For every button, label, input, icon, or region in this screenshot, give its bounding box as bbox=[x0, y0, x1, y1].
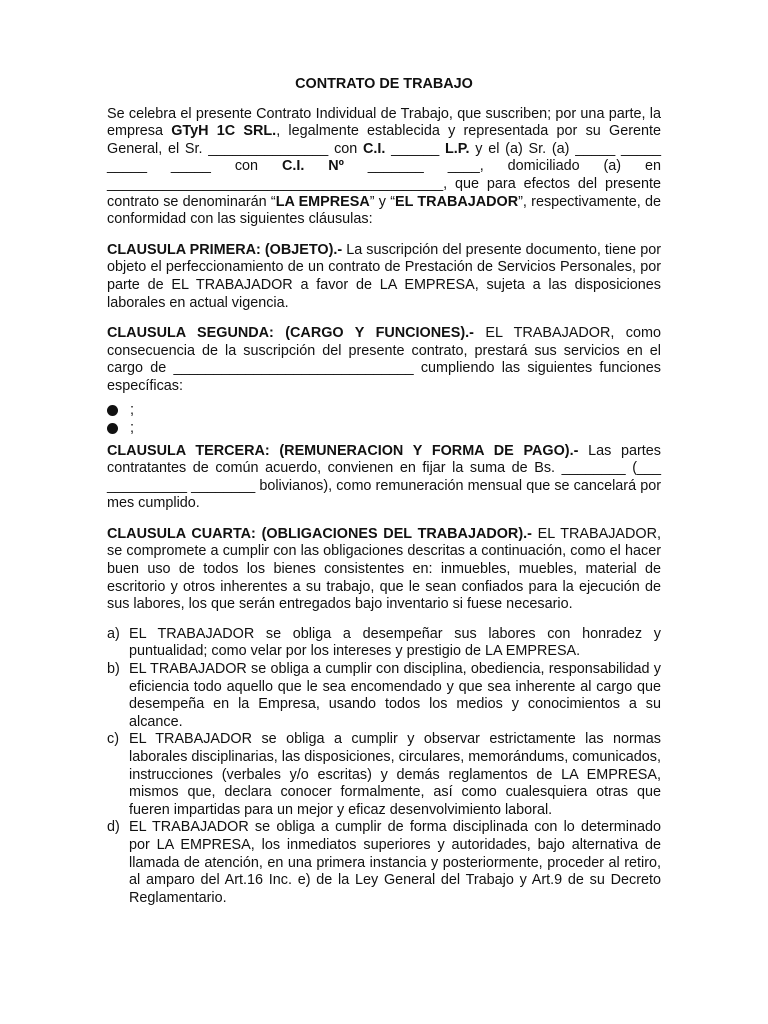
intro-text: ” y “ bbox=[369, 193, 396, 210]
bullet-icon bbox=[107, 405, 118, 416]
clause-4 bbox=[107, 526, 661, 614]
clause-1-text: La suscripción del presente documento, tiene por objeto el perfeccionamiento de un contrato de Prestación de Servicios Personales, por parte de EL TRABAJADOR a favor de LA EMPRESA, sujeta a las disposiciones laborales en actual vigencia. bbox=[107, 241, 661, 311]
obligation-letter: c) bbox=[107, 731, 119, 748]
la-empresa-term: LA EMPRESA bbox=[275, 193, 370, 210]
obligation-letter: b) bbox=[107, 661, 120, 678]
el-trabajador-term: EL TRABAJADOR bbox=[395, 193, 519, 210]
intro-text: Se celebra el presente Contrato Individual de Trabajo, que suscriben; por una parte, la empresa bbox=[107, 105, 661, 140]
clause-3 bbox=[107, 443, 661, 513]
clause-3-heading: CLAUSULA TERCERA: (REMUNERACION Y FORMA DE PAGO).- bbox=[107, 442, 579, 459]
function-item-text: ; bbox=[130, 401, 134, 418]
intro-paragraph bbox=[107, 106, 661, 229]
intro-text: ”, respectivamente, de conformidad con las siguientes cláusulas: bbox=[107, 193, 661, 228]
obligation-text: EL TRABAJADOR se obliga a cumplir y observar estrictamente las normas laborales disciplinarias, las disposiciones, circulares, memorándums, comunicados, instrucciones (verbales y/o escritas) y demás reglamentos de LA EMPRESA, mismos que, declara conocer formalmente, así como cualesquiera otras que fueren impartidas para un mejor y eficaz desenvolvimiento laboral. bbox=[129, 731, 661, 818]
obligation-item bbox=[107, 626, 661, 661]
obligation-text: EL TRABAJADOR se obliga a cumplir con disciplina, obediencia, responsabilidad y eficiencia todo aquello que le sea encomendado y que sea inherente al cargo que desempeña en la Empresa, usando todos los medios y conocimientos a su alcance. bbox=[129, 661, 661, 730]
ci-no-label: C.I. Nº bbox=[281, 158, 344, 175]
obligation-item bbox=[107, 731, 661, 819]
obligation-letter: d) bbox=[107, 819, 120, 836]
intro-text: y el (a) Sr. (a) _____ _____ _____ _____ con bbox=[107, 140, 661, 175]
obligation-item bbox=[107, 819, 661, 907]
clause-1-heading: CLAUSULA PRIMERA: (OBJETO).- bbox=[107, 241, 343, 258]
document-title: CONTRATO DE TRABAJO bbox=[295, 76, 473, 92]
intro-text: ______ bbox=[385, 140, 445, 157]
lp-label: L.P. bbox=[444, 140, 470, 157]
clause-2-text: EL TRABAJADOR, como consecuencia de la suscripción del presente contrato, prestará sus servicios en el cargo de ______________________________ cumpliendo las siguientes funciones específicas: bbox=[107, 325, 661, 394]
function-list bbox=[107, 402, 661, 438]
obligation-text: EL TRABAJADOR se obliga a cumplir de forma disciplinada con lo determinado por LA EMPRESA, los inmediatos superiores y autoridades, bajo alternativa de llamada de atención, en una primera instancia y posteriormente, proceder al retiro, al amparo del Art.16 Inc. e) de la Ley General del Trabajo y Art.9 de su Decreto Reglamentario. bbox=[129, 819, 661, 906]
function-item bbox=[107, 402, 661, 420]
clause-4-text: EL TRABAJADOR, se compromete a cumplir con las obligaciones descritas a continuación, como el hacer buen uso de todos los bienes consistentes en: inmuebles, muebles, material de escritorio y otros inherentes a su trabajo, que le sean confiados para la ejecución de sus labores, los que serán entregados bajo inventario si fuese necesario. bbox=[107, 525, 661, 613]
function-item bbox=[107, 420, 661, 438]
obligation-letter: a) bbox=[107, 625, 120, 642]
clause-3-text: Las partes contratantes de común acuerdo, convienen en fijar la suma de Bs. ________ (___ __________ ________ bolivianos), como remuneración mensual que se cancelará por mes cumplido. bbox=[107, 442, 661, 512]
bullet-icon bbox=[107, 423, 118, 434]
ci-label: C.I. bbox=[363, 140, 386, 157]
obligation-item bbox=[107, 661, 661, 731]
function-item-text: ; bbox=[130, 419, 134, 436]
company-name: GTyH 1C SRL. bbox=[171, 123, 277, 140]
obligations-list bbox=[107, 626, 661, 908]
obligation-text: EL TRABAJADOR se obliga a desempeñar sus labores con honradez y puntualidad; como velar por los intereses y prestigio de LA EMPRESA. bbox=[129, 625, 661, 660]
clause-2 bbox=[107, 325, 661, 395]
clause-2-heading: CLAUSULA SEGUNDA: (CARGO Y FUNCIONES).- bbox=[107, 325, 474, 342]
intro-text: _______ ____, domiciliado (a) en __________________________________________, que para efectos del presente contrato se denominarán “ bbox=[107, 158, 661, 210]
intro-text: , legalmente establecida y representada por su Gerente General, el Sr. _______________ con bbox=[107, 123, 662, 157]
clause-1 bbox=[107, 242, 661, 312]
clause-4-heading: CLAUSULA CUARTA: (OBLIGACIONES DEL TRABAJADOR).- bbox=[107, 525, 532, 542]
